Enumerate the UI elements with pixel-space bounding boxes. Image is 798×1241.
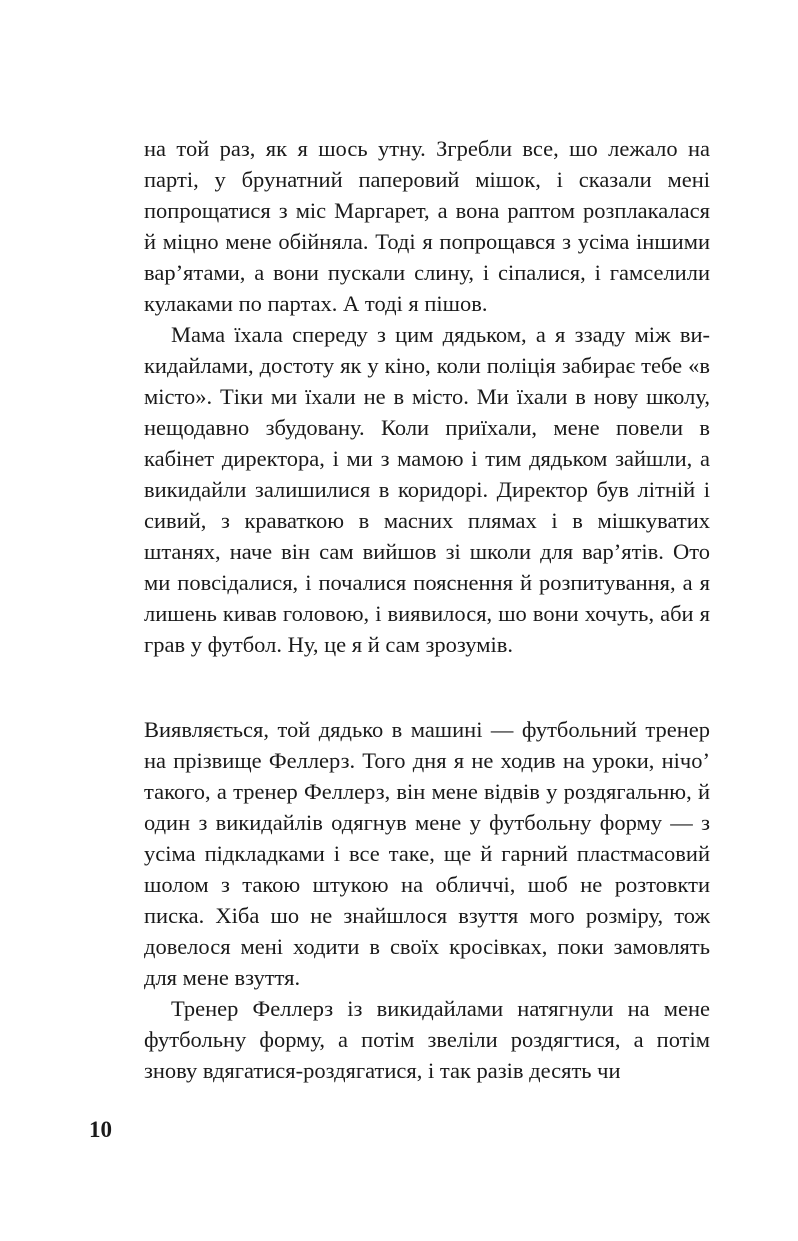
text-block-bottom	[144, 714, 710, 1086]
page-number: 10	[89, 1117, 112, 1142]
text-block-top	[144, 133, 710, 660]
paragraph-3: Виявляється, той дядько в машині — футбольний тренер на прізвище Феллерз. Того дня я не ходив на уроки, нічо’ такого, а тренер Феллерз, він мене відвів у роздягальню, й один з викидайлів одягнув мене у футбольну форму — з усіма підкладками і все таке, ще й гарний пластмасовий шолом з такою штукою на обличчі, шоб не розтовкти писка. Хіба шо не знайшлося взуття мого розміру, тож довелося мені ходити в своїх кросівках, поки замовлять для мене взуття.	[144, 717, 710, 990]
paragraph-4: Тренер Феллерз із викидайлами натягнули на мене футбольну форму, а потім звеліли роздягтися, а потім знову вдягатися-роздягатися, і так разів десять чи	[144, 996, 710, 1083]
paragraph-2: Мама їхала спереду з цим дядьком, а я ззаду між викидайлами, достоту як у кіно, коли поліція забирає тебе «в місто». Тіки ми їхали не в місто. Ми їхали в нову школу, нещодавно збудовану. Коли приїхали, мене повели в кабінет директора, і ми з мамою і тим дядьком зайшли, а викидайли залишилися в коридорі. Директор був літній і сивий, з краваткою в масних плямах і в мішкуватих штанях, наче він сам вийшов зі школи для вар’ятів. Ото ми повсідалися, і почалися пояснення й розпитування, а я лишень кивав головою, і виявилося, шо вони хочуть, аби я грав у футбол. Ну, це я й сам зрозумів.	[144, 322, 710, 657]
paragraph-1: на той раз, як я шось утну. Згребли все, шо лежало на парті, у брунатний паперовий мішок, і сказали мені попрощатися з міс Маргарет, а вона раптом розплакалася й міцно мене обійняла. Тоді я попрощався з усіма іншими вар’ятами, а вони пускали слину, і сіпалися, і гамселили кулаками по партах. А тоді я пішов.	[144, 136, 710, 316]
